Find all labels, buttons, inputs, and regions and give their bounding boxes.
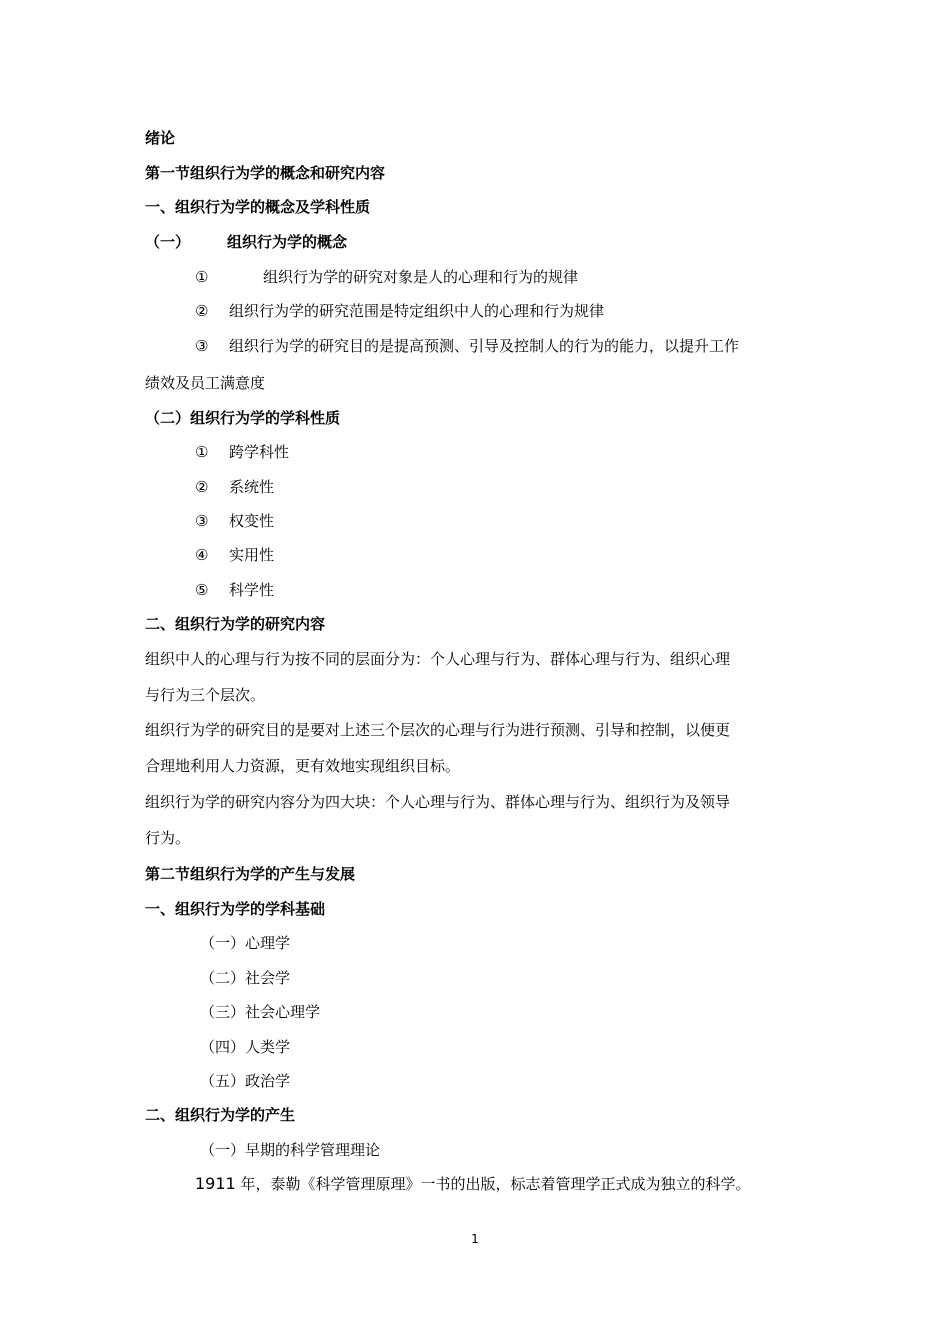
list-item [195,442,289,462]
section-1-title: 第一节组织行为学的概念和研究内容 [145,164,386,182]
list-item-text: 科学性 [229,581,275,599]
list-item-number: ④ [195,546,209,564]
section-1-heading-1: 一、组织行为学的概念及学科性质 [145,198,371,216]
list-item [195,336,739,356]
list-item [195,477,274,497]
paragraph-line [195,1174,751,1194]
list-item-text: 权变性 [229,512,275,530]
list-item-number: ③ [195,512,209,530]
paragraph-line: 合理地利用人力资源，更有效地实现组织目标。 [145,757,461,775]
subheading-nature: （二）组织行为学的学科性质 [145,409,341,427]
list-item [195,267,578,287]
list-item: （三）社会心理学 [200,1003,321,1021]
list-item-continuation: 绩效及员工满意度 [145,374,266,392]
subheading-prefix: （一） [145,233,191,251]
list-item-text: 系统性 [229,478,275,496]
list-item [195,511,274,531]
list-item-number: ② [195,302,209,320]
document-title: 绪论 [145,129,176,147]
list-item: （一）早期的科学管理理论 [200,1141,381,1159]
paragraph-line: 组织行为学的研究目的是要对上述三个层次的心理与行为进行预测、引导和控制，以便更 [145,721,731,739]
section-2-heading-2: 二、组织行为学的产生 [145,1106,296,1124]
list-item [195,301,604,321]
paragraph-text: 年，泰勒《科学管理原理》一书的出版，标志着管理学正式成为独立的科学。 [235,1175,751,1193]
section-2-heading-1: 一、组织行为学的学科基础 [145,900,326,918]
paragraph-line: 组织中人的心理与行为按不同的层面分为：个人心理与行为、群体心理与行为、组织心理 [145,650,731,668]
paragraph-line: 行为。 [145,829,191,847]
list-item: （四）人类学 [200,1038,291,1056]
list-item [195,580,274,600]
list-item-number: ② [195,478,209,496]
list-item-text: 组织行为学的研究目的是提高预测、引导及控制人的行为的能力，以提升工作 [229,337,740,355]
list-item: （五）政治学 [200,1072,291,1090]
list-item-number: ① [195,268,209,286]
list-item-text: 组织行为学的研究对象是人的心理和行为的规律 [263,268,579,286]
subheading-concept [145,232,347,252]
year-text: 1911 [195,1174,236,1193]
list-item [195,545,274,565]
list-item: （二）社会学 [200,969,291,987]
list-item-text: 组织行为学的研究范围是特定组织中人的心理和行为规律 [229,302,605,320]
list-item-text: 跨学科性 [229,443,290,461]
list-item-number: ③ [195,337,209,355]
list-item-text: 实用性 [229,546,275,564]
list-item: （一）心理学 [200,934,291,952]
section-2-title: 第二节组织行为学的产生与发展 [145,865,356,883]
section-1-heading-2: 二、组织行为学的研究内容 [145,615,326,633]
list-item-number: ① [195,443,209,461]
paragraph-line: 组织行为学的研究内容分为四大块：个人心理与行为、群体心理与行为、组织行为及领导 [145,793,731,811]
page-number: 1 [471,1232,479,1246]
subheading-text: 组织行为学的概念 [227,233,348,251]
paragraph-line: 与行为三个层次。 [145,686,266,704]
list-item-number: ⑤ [195,581,209,599]
